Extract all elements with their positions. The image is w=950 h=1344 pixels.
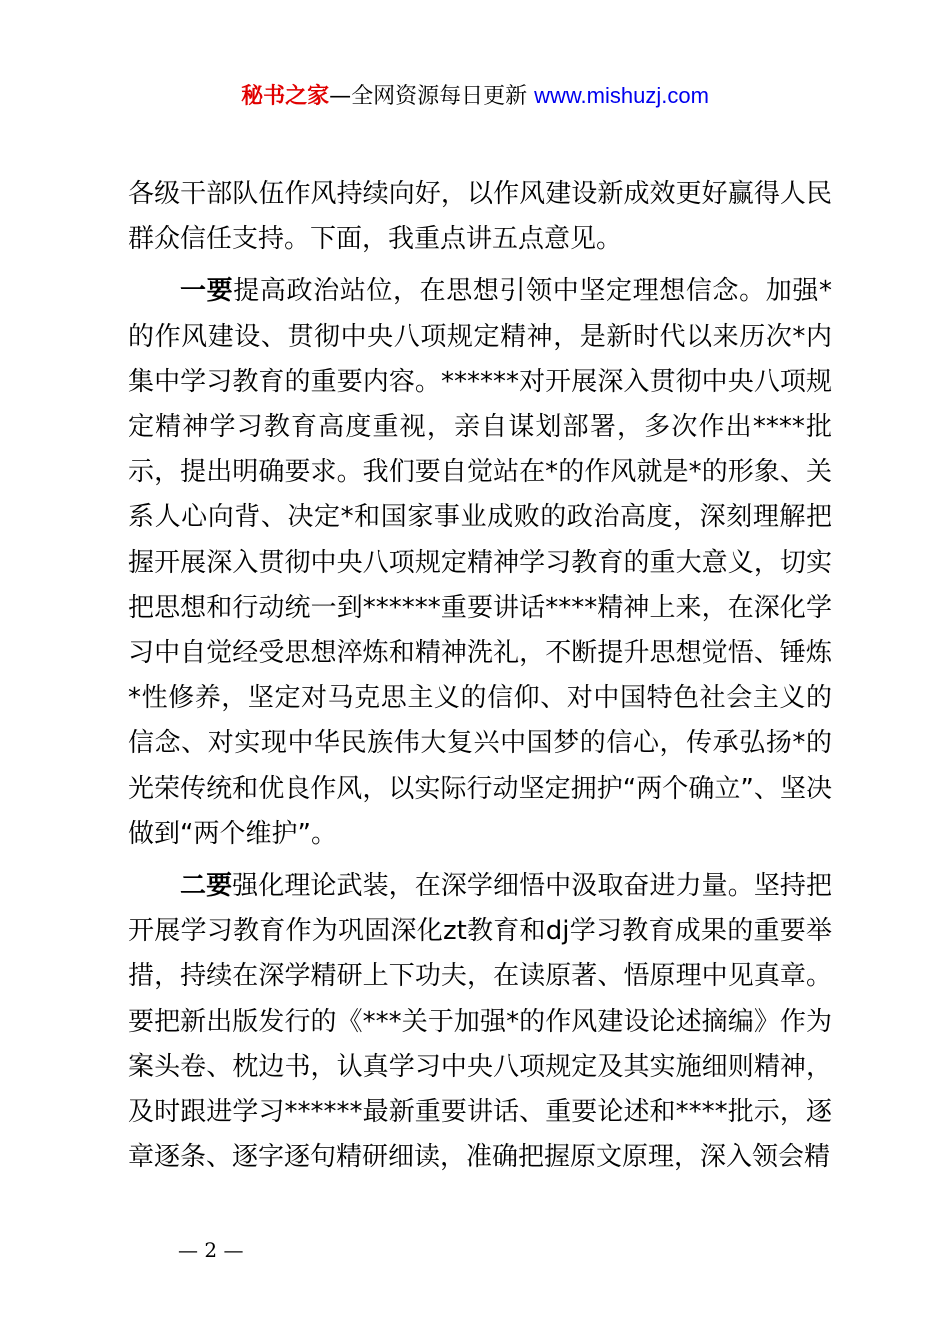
- site-url-link[interactable]: www.mishuzj.com: [534, 83, 709, 108]
- site-header: [0, 80, 950, 113]
- paragraph-lead: 二要: [180, 871, 233, 902]
- paragraph-continued: [128, 172, 832, 262]
- paragraph-point-one: [128, 269, 832, 857]
- paragraph-text: 强化理论武装，在深学细悟中汲取奋进力量。坚持把开展学习教育作为巩固深化zt教育和dj学习教育成果的重要举措，持续在深学精研上下功夫，在读原著、悟原理中见真章。要把新出版发行的《***关于加强*的作风建设论述摘编》作为案头卷、枕边书，认真学习中央八项规定及其实施细则精神，及时跟进学习******最新重要讲话、重要论述和****批示，逐章逐条、逐字逐句精研细读，准确把握原文原理，深入领会精: [128, 871, 832, 1173]
- paragraph-point-two: [128, 864, 832, 1180]
- paragraph-text: 提高政治站位，在思想引领中坚定理想信念。加强*的作风建设、贯彻中央八项规定精神，是新时代以来历次*内集中学习教育的重要内容。******对开展深入贯彻中央八项规定精神学习教育高度重视，亲自谋划部署，多次作出****批示，提出明确要求。我们要自觉站在*的作风就是*的形象、关系人心向背、决定*和国家事业成败的政治高度，深刻理解把握开展深入贯彻中央八项规定精神学习教育的重大意义，切实把思想和行动统一到******重要讲话****精神上来，在深化学习中自觉经受思想淬炼和精神洗礼，不断提升思想觉悟、锤炼*性修养，坚定对马克思主义的信仰、对中国特色社会主义的信念、对实现中华民族伟大复兴中国梦的信心，传承弘扬*的光荣传统和优良作风，以实际行动坚定拥护“两个确立”、坚决做到“两个维护”。: [128, 276, 832, 849]
- paragraph-text: 各级干部队伍作风持续向好，以作风建设新成效更好赢得人民群众信任支持。下面，我重点讲五点意见。: [128, 179, 832, 255]
- document-body: [128, 172, 832, 1180]
- paragraph-lead: 一要: [180, 276, 234, 307]
- page-number: — 2 —: [178, 1238, 244, 1262]
- site-brand: 秘书之家: [241, 84, 330, 109]
- site-slogan: —全网资源每日更新: [329, 84, 535, 109]
